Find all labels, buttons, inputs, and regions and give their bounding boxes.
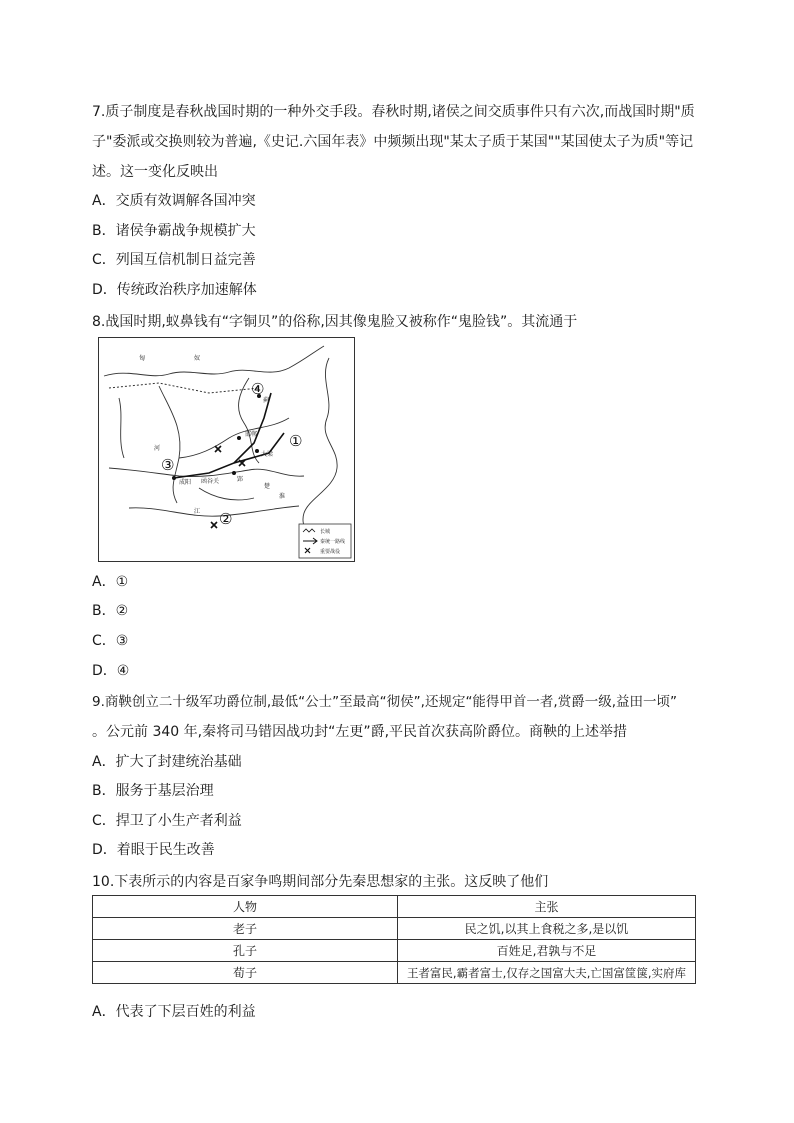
q9-stem-line2: 。公元前 340 年,秦将司马错因战功封“左更”爵,平民首次获高阶爵位。商鞅的上述举措 <box>92 724 628 740</box>
table-row <box>93 962 696 984</box>
table-cell-view: 百姓足,君孰与不足 <box>398 940 696 962</box>
legend-battle-label: 重要战役 <box>320 549 341 555</box>
map-legend <box>299 524 351 558</box>
q9-option-c[interactable]: C．捍卫了小生产者利益 <box>92 813 242 829</box>
western-river <box>119 398 124 458</box>
legend-wall-label: 长城 <box>320 529 331 535</box>
map-label-he: 河 <box>154 445 161 452</box>
map-label-ying: 郢 <box>237 476 244 483</box>
map-label-jiang: 江 <box>194 508 201 515</box>
q8-option-a[interactable]: A．① <box>92 574 129 590</box>
q8-stem-line1: 8.战国时期,蚁鼻钱有“字铜贝”的俗称,因其像鬼脸又被称作“鬼脸钱”。其流通于 <box>92 314 578 330</box>
table-header-view: 主张 <box>398 896 696 918</box>
q9-option-a[interactable]: A．扩大了封建统治基础 <box>92 754 242 770</box>
warring-states-map <box>99 338 354 561</box>
q9-option-b[interactable]: B．服务于基层治理 <box>92 783 214 799</box>
table-header-person: 人物 <box>93 896 398 918</box>
han-river <box>109 468 304 477</box>
table-cell-view: 王者富民,霸者富士,仅存之国富大夫,亡国富筐箧,实府库 <box>398 962 696 984</box>
map-region-4: ④ <box>251 380 265 398</box>
q7-option-d[interactable]: D．传统政治秩序加速解体 <box>92 282 257 298</box>
q8-option-c[interactable]: C．③ <box>92 633 129 649</box>
map-region-1: ① <box>289 432 303 450</box>
q9-option-d[interactable]: D．着眼于民生改善 <box>92 842 215 858</box>
map-label-xianyang: 成阳 <box>179 479 192 486</box>
q7-option-a[interactable]: A．交质有效调解各国冲突 <box>92 193 256 209</box>
yellow-river-west-bend <box>159 386 180 503</box>
q10-table <box>92 895 696 984</box>
q10-option-a[interactable]: A．代表了下层百姓的利益 <box>92 1004 256 1020</box>
map-label-huai: 淮 <box>279 493 286 500</box>
q7-stem-line1: 7.质子制度是春秋战国时期的一种外交手段。春秋时期,诸侯之间交质事件只有六次,而战国时期"质 <box>92 104 695 120</box>
map-label-daliang: 大梁 <box>261 451 274 458</box>
map-region-2: ② <box>219 510 233 528</box>
table-cell-view: 民之饥,以其上食税之多,是以饥 <box>398 918 696 940</box>
q10-stem-line1: 10.下表所示的内容是百家争鸣期间部分先秦思想家的主张。这反映了他们 <box>92 874 549 890</box>
table-cell-person: 老子 <box>93 918 398 940</box>
q7-stem-line3: 述。这一变化反映出 <box>92 164 218 180</box>
q7-stem-line2: 子"委派或交换则较为普遍,《史记.六国年表》中频频出现"某太子质于某国""某国使太子为质"等记 <box>92 134 694 150</box>
northern-river-line <box>104 346 324 376</box>
map-label-handan: 邯郸 <box>245 431 258 438</box>
yangtze-river <box>129 506 299 516</box>
table-header-row <box>93 896 696 918</box>
map-region-3: ③ <box>161 456 175 474</box>
unification-route-branch <box>234 433 284 463</box>
q7-option-b[interactable]: B．诸侯争霸战争规模扩大 <box>92 223 256 239</box>
q8-map <box>98 337 355 562</box>
table-row <box>93 940 696 962</box>
q8-option-b[interactable]: B．② <box>92 603 129 619</box>
map-label-hanguguan: 函谷关 <box>201 478 220 485</box>
map-label-ji: 蓟 <box>263 397 270 404</box>
map-label-nu: 奴 <box>194 355 201 362</box>
table-row <box>93 918 696 940</box>
q7-option-c[interactable]: C．列国互信机制日益完善 <box>92 252 256 268</box>
legend-route-label: 秦统一路线 <box>320 539 346 545</box>
q9-stem-line1: 9.商鞅创立二十级军功爵位制,最低“公士”至最高“彻侯”,还规定“能得甲首一者,赏爵一级,益田一顷” <box>92 694 678 710</box>
table-cell-person: 荀子 <box>93 962 398 984</box>
q8-option-d[interactable]: D．④ <box>92 663 130 679</box>
map-label-xiong: 匈 <box>139 355 146 362</box>
map-label-chu: 楚 <box>264 483 271 490</box>
table-cell-person: 孔子 <box>93 940 398 962</box>
huai-river <box>199 488 254 500</box>
great-wall-line <box>109 383 259 393</box>
